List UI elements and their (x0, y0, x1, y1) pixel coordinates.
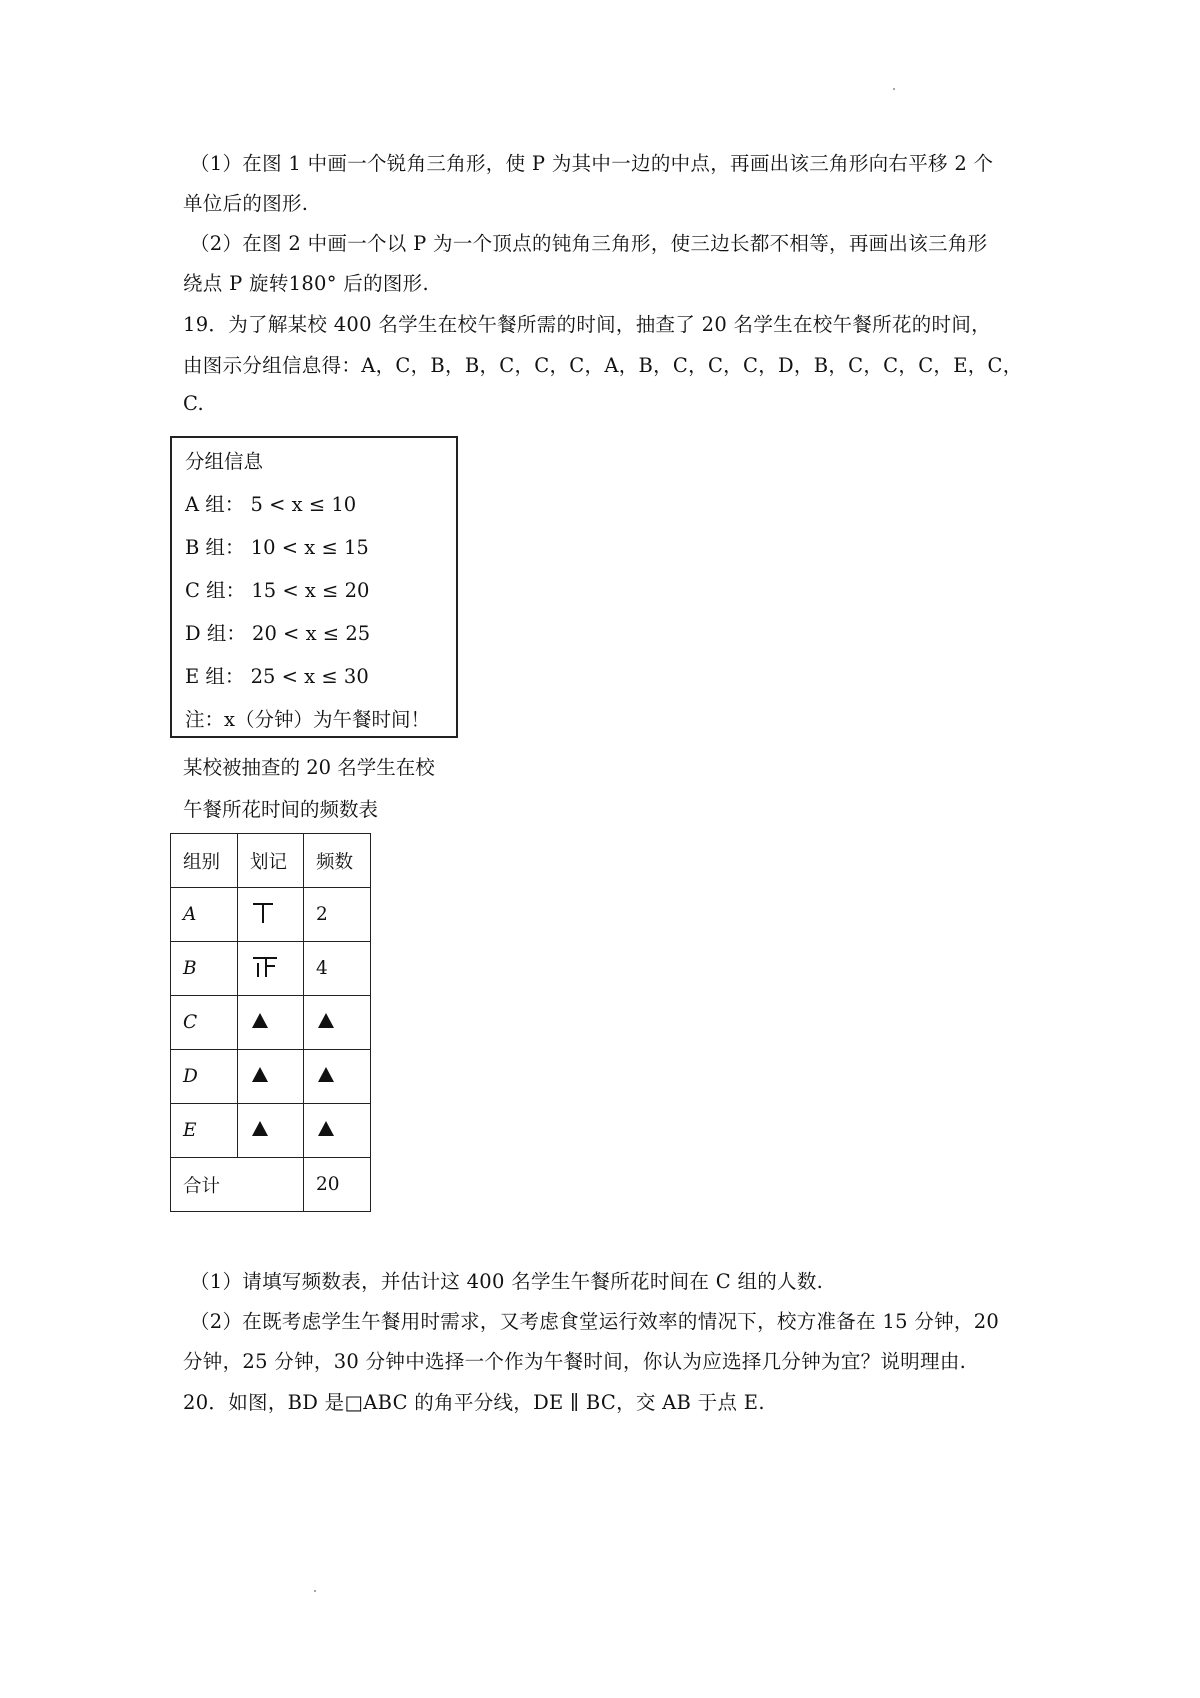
table-total-row (171, 1158, 371, 1212)
scan-dot (893, 88, 895, 90)
group-a-range: A 组： 5 < x ≤ 10 (185, 493, 357, 516)
row-b-group: B (171, 942, 238, 996)
table-caption-line2: 午餐所花时间的频数表 (183, 798, 379, 821)
triangle-icon (252, 1013, 268, 1028)
triangle-icon (318, 1121, 334, 1136)
group-b-range: B 组： 10 < x ≤ 15 (185, 536, 369, 559)
group-c-range: C 组： 15 < x ≤ 20 (185, 579, 370, 602)
group-info-title: 分组信息 (185, 450, 264, 473)
row-a-group: A (171, 888, 238, 942)
tally-mark-icon (252, 955, 278, 977)
group-info-box (170, 436, 458, 738)
q20-stem: 20．如图，BD 是□ABC 的角平分线，DE ∥ BC，交 AB 于点 E. (183, 1391, 765, 1414)
row-d-tally (238, 1050, 304, 1104)
header-tally: 划记 (238, 834, 304, 888)
total-label: 合计 (171, 1158, 304, 1212)
row-c-group: C (171, 996, 238, 1050)
q18-part1-line1: （1）在图 1 中画一个锐角三角形，使 P 为其中一边的中点，再画出该三角形向右平移 2 个 (190, 152, 994, 175)
q19-stem-line1: 19．为了解某校 400 名学生在校午餐所需的时间，抽查了 20 名学生在校午餐所花的时间， (183, 313, 991, 336)
triangle-icon (318, 1013, 334, 1028)
q19-stem-line2: 由图示分组信息得：A，C，B，B，C，C，C，A，B，C，C，C，D，B，C，C，C，E，C， (183, 354, 1023, 377)
q18-part2-line1: （2）在图 2 中画一个以 P 为一个顶点的钝角三角形，使三边长都不相等，再画出该三角形 (190, 232, 988, 255)
total-value: 20 (304, 1158, 371, 1212)
table-row (171, 942, 371, 996)
row-e-count (304, 1104, 371, 1158)
group-d-range: D 组： 20 < x ≤ 25 (185, 622, 371, 645)
triangle-icon (252, 1067, 268, 1082)
header-count: 频数 (304, 834, 371, 888)
q19-stem-line3: C. (183, 392, 205, 415)
q19-question2-line2: 分钟，25 分钟，30 分钟中选择一个作为午餐时间，你认为应选择几分钟为宜？说明理由. (183, 1350, 967, 1373)
row-d-group: D (171, 1050, 238, 1104)
row-b-count: 4 (304, 942, 371, 996)
tally-mark-icon (252, 901, 274, 923)
row-c-count (304, 996, 371, 1050)
q19-question1: （1）请填写频数表，并估计这 400 名学生午餐所花时间在 C 组的人数. (190, 1270, 824, 1293)
frequency-table (170, 833, 371, 1212)
table-row (171, 888, 371, 942)
table-row (171, 1104, 371, 1158)
group-e-range: E 组： 25 < x ≤ 30 (185, 665, 369, 688)
row-a-tally (238, 888, 304, 942)
header-group: 组别 (171, 834, 238, 888)
q18-part1-line2: 单位后的图形. (183, 192, 309, 215)
group-info-note: 注：x（分钟）为午餐时间！ (185, 708, 430, 731)
row-e-group: E (171, 1104, 238, 1158)
row-a-count: 2 (304, 888, 371, 942)
q18-part2-line2: 绕点 P 旋转180° 后的图形. (183, 272, 429, 295)
triangle-icon (252, 1121, 268, 1136)
table-caption-line1: 某校被抽查的 20 名学生在校 (183, 756, 435, 779)
row-c-tally (238, 996, 304, 1050)
row-b-tally (238, 942, 304, 996)
table-row (171, 996, 371, 1050)
q19-question2-line1: （2）在既考虑学生午餐用时需求，又考虑食堂运行效率的情况下，校方准备在 15 分钟，20 (190, 1310, 1000, 1333)
table-header-row (171, 834, 371, 888)
triangle-icon (318, 1067, 334, 1082)
table-row (171, 1050, 371, 1104)
row-e-tally (238, 1104, 304, 1158)
scan-dot (314, 1590, 316, 1592)
row-d-count (304, 1050, 371, 1104)
